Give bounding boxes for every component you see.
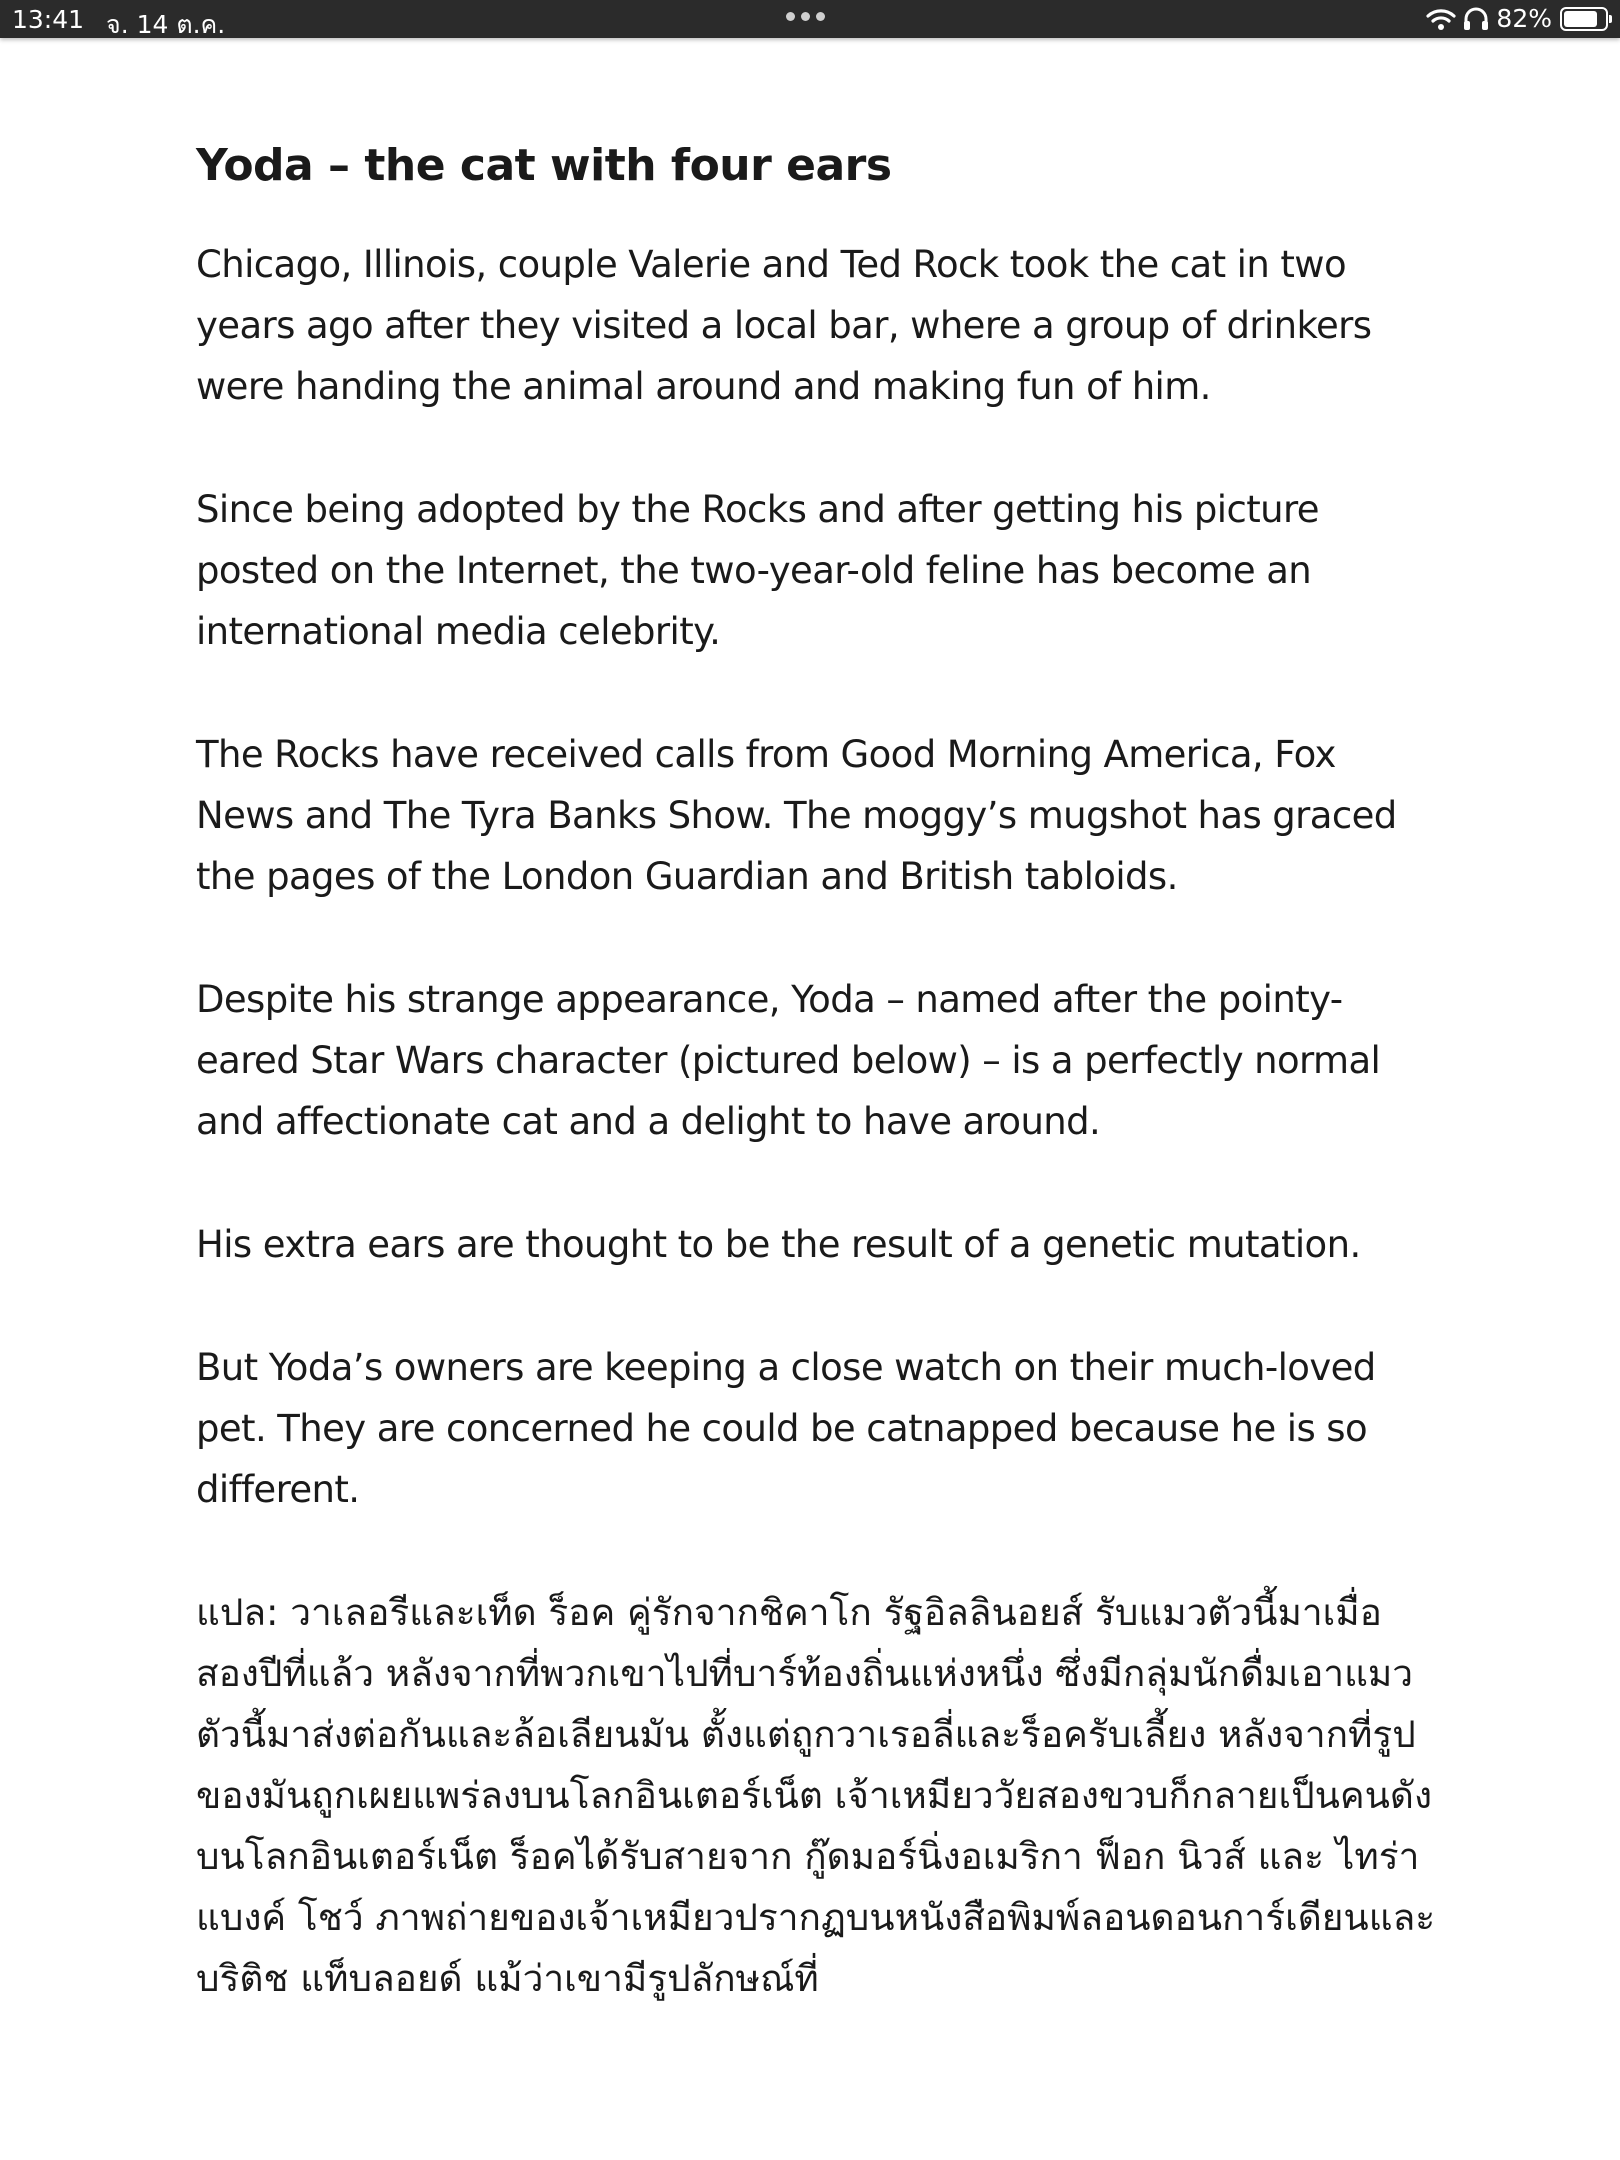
status-bar [0,0,1620,38]
article-paragraph: Chicago, Illinois, couple Valerie and Ted Rock took the cat in two years ago after they visited a local bar, where a group of drinkers were handing the animal around and making fun of him. [196,243,1372,408]
thai-translation: แปล: วาเลอรีและเท็ด ร็อค คู่รักจากชิคาโก รัฐอิลลินอยส์ รับแมวตัวนี้มาเมื่อสองปีที่แล้ว หลังจากที่พวกเขาไปที่บาร์ท้องถิ่นแห่งหนึ่ง ซึ่งมีกลุ่มนักดื่มเอาแมวตัวนี้มาส่งต่อกันและล้อเลียนมัน ตั้งแต่ถูกวาเรอลี่และร็อครับเลี้ยง หลังจากที่รูปของมันถูกเผยแพร่ลงบนโลกอินเตอร์เน็ต เจ้าเหมียววัยสองขวบก็กลายเป็นคนดังบนโลกอินเตอร์เน็ต ร็อคได้รับสายจาก กู๊ดมอร์นิ่งอเมริกา ฟ็อก นิวส์ และ ไทร่า แบงค์ โชว์ ภาพถ่ายของเจ้าเหมียวปรากฏบนหนังสือพิมพ์ลอนดอนการ์เดียนและบริติช แท็บลอยด์ แม้ว่าเขามีรูปลักษณ์ที่ [196,1591,1436,2000]
status-date: จ. 14 ต.ค. [106,10,226,39]
article-paragraph: The Rocks have received calls from Good Morning America, Fox News and The Tyra Banks Show. The moggy’s mugshot has graced the pages of the London Guardian and British tabloids. [196,733,1397,898]
article-title: Yoda – the cat with four ears [196,140,892,191]
battery-level-fill [1564,11,1597,27]
status-time: 13:41 [12,5,85,34]
status-right [1426,4,1608,33]
article-paragraph: His extra ears are thought to be the result of a genetic mutation. [196,1223,1361,1266]
multitasking-dot [786,12,795,21]
article-paragraph: Since being adopted by the Rocks and after getting his picture posted on the Internet, the two-year-old feline has become an international media celebrity. [196,488,1319,653]
battery-icon [1560,7,1608,31]
article [196,130,1436,2071]
wifi-icon [1426,7,1456,31]
multitasking-dot [801,12,810,21]
article-paragraph: Despite his strange appearance, Yoda – named after the pointy-eared Star Wars character (pictured below) – is a perfectly normal and affectionate cat and a delight to have around. [196,978,1381,1143]
multitasking-handle[interactable] [786,12,825,21]
battery-percent: 82% [1496,4,1552,33]
status-left [12,5,225,45]
headphones-icon [1462,7,1490,31]
multitasking-dot [816,12,825,21]
article-paragraph: But Yoda’s owners are keeping a close watch on their much-loved pet. They are concerned he could be catnapped because he is so different. [196,1346,1376,1511]
